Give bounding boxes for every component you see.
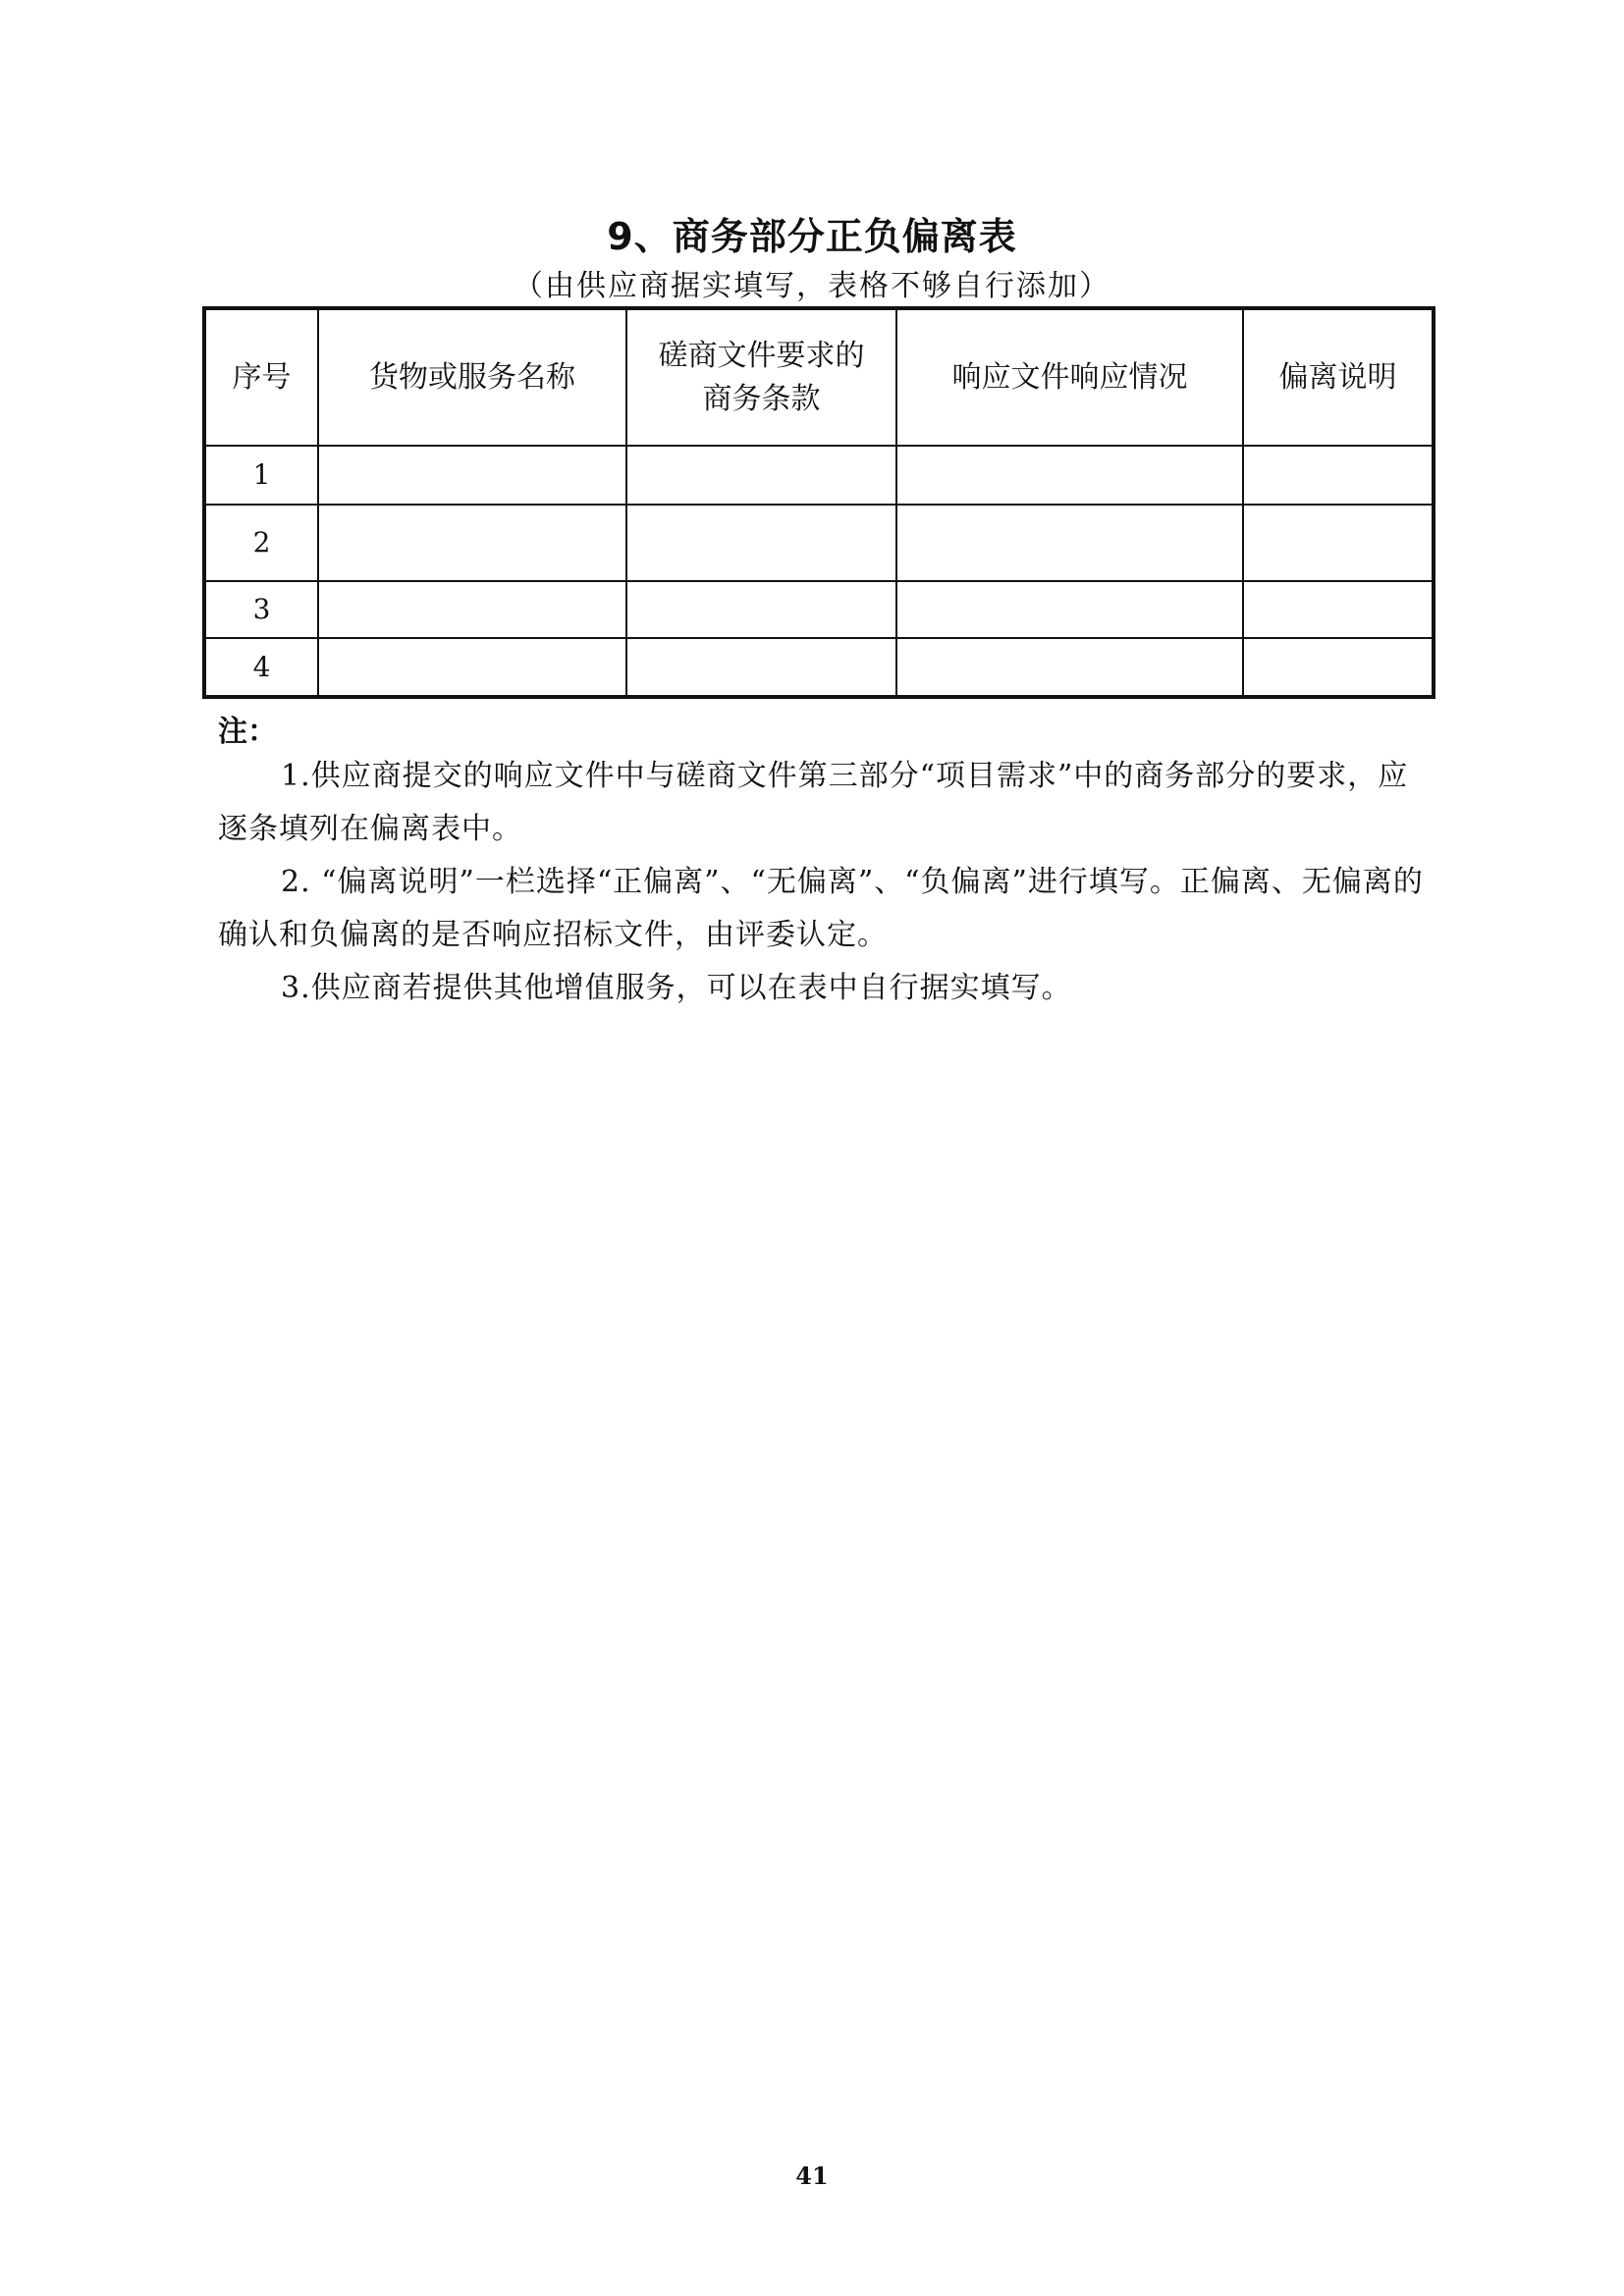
- cell-deviation-note: [1243, 581, 1434, 638]
- note-item-3: 3.供应商若提供其他增值服务，可以在表中自行据实填写。: [281, 971, 1072, 1005]
- header-required-terms-line1: 磋商文件要求的: [658, 338, 865, 373]
- page-number: 41: [795, 2162, 829, 2190]
- table-row: [204, 581, 1434, 638]
- page-title: 9、商务部分正负偏离表: [607, 215, 1017, 258]
- row-index: 2: [204, 505, 318, 581]
- cell-response: [896, 505, 1243, 581]
- cell-response: [896, 446, 1243, 505]
- header-required-terms-line2: 商务条款: [702, 381, 821, 416]
- table-header-row: [204, 308, 1434, 446]
- header-deviation-note: 偏离说明: [1243, 308, 1434, 446]
- table-row: [204, 446, 1434, 505]
- row-index: 4: [204, 638, 318, 697]
- header-index: 序号: [204, 308, 318, 446]
- cell-required-terms: [626, 581, 896, 638]
- note-item-2: 2. “偏离说明”一栏选择“正偏离”、“无偏离”、“负偏离”进行填写。正偏离、无偏离的确认和负偏离的是否响应招标文件，由评委认定。: [218, 865, 1424, 952]
- table-row: [204, 638, 1434, 697]
- page-subtitle: （由供应商据实填写，表格不够自行添加）: [514, 269, 1110, 303]
- row-index: 3: [204, 581, 318, 638]
- cell-required-terms: [626, 505, 896, 581]
- header-item-name: 货物或服务名称: [318, 308, 626, 446]
- cell-item-name: [318, 638, 626, 697]
- table-row: [204, 505, 1434, 581]
- cell-deviation-note: [1243, 446, 1434, 505]
- cell-item-name: [318, 505, 626, 581]
- row-index: 1: [204, 446, 318, 505]
- cell-required-terms: [626, 446, 896, 505]
- header-required-terms: [626, 308, 896, 446]
- cell-required-terms: [626, 638, 896, 697]
- cell-item-name: [318, 446, 626, 505]
- note-item-1: 1.供应商提交的响应文件中与磋商文件第三部分“项目需求”中的商务部分的要求，应逐条填列在偏离表中。: [218, 759, 1409, 846]
- header-response: 响应文件响应情况: [896, 308, 1243, 446]
- deviation-table: [202, 306, 1435, 699]
- notes-label: 注：: [218, 715, 277, 749]
- cell-response: [896, 638, 1243, 697]
- cell-deviation-note: [1243, 505, 1434, 581]
- cell-deviation-note: [1243, 638, 1434, 697]
- notes-list: [218, 750, 1432, 1015]
- cell-item-name: [318, 581, 626, 638]
- cell-response: [896, 581, 1243, 638]
